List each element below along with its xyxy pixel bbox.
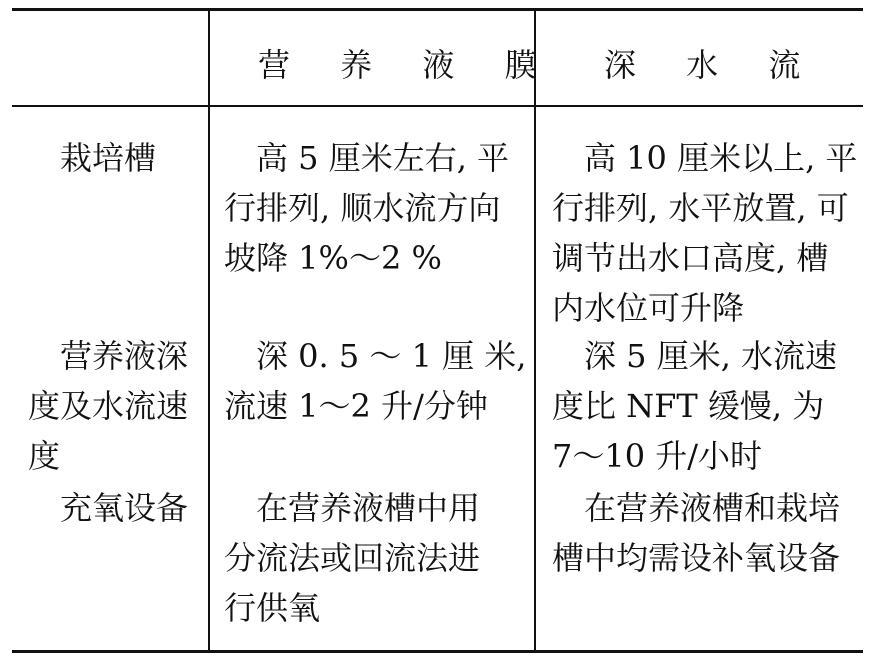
row-label-oxygenation <box>60 483 188 533</box>
cell-line: 坡降 1%～2 % <box>224 239 442 277</box>
cell-film-oxygenation <box>224 483 480 633</box>
row-label-depth-flow <box>28 331 188 481</box>
cell-line: 行排列, 水平放置, 可 <box>552 189 849 227</box>
cell-line: 调节出水口高度, 槽 <box>552 239 829 277</box>
column-divider-2 <box>534 10 536 651</box>
row-label-line: 充氧设备 <box>60 489 189 527</box>
cell-line: 流速 1～2 升/分钟 <box>224 387 488 425</box>
cell-deep-trough <box>552 133 857 333</box>
cell-film-depth-flow <box>224 331 526 431</box>
cell-film-trough <box>224 133 509 283</box>
cell-deep-oxygenation <box>552 483 840 583</box>
table-top-rule <box>12 8 863 11</box>
table-header-rule <box>12 105 863 107</box>
cell-line: 行供氧 <box>224 589 321 627</box>
cell-deep-depth-flow <box>552 331 837 481</box>
cell-line: 高 5 厘米左右, 平 <box>256 139 510 177</box>
cell-line: 行排列, 顺水流方向 <box>224 189 501 227</box>
row-label-line: 度及水流速 <box>28 387 189 425</box>
cell-line: 分流法或回流法进 <box>224 539 481 577</box>
cell-line: 深 5 厘米, 水流速 <box>584 337 838 375</box>
row-label-trough <box>60 133 156 183</box>
cell-line: 在营养液槽中用 <box>256 489 481 527</box>
row-label-line: 营养液深 <box>60 337 189 375</box>
cell-line: 槽中均需设补氧设备 <box>552 539 841 577</box>
cell-line: 7～10 升/小时 <box>552 437 763 475</box>
column-divider-1 <box>208 10 210 651</box>
table-bottom-rule <box>12 650 863 653</box>
cell-line: 在营养液槽和栽培 <box>584 489 841 527</box>
row-label-line: 栽培槽 <box>60 139 157 177</box>
header-deep-flow: 深 水 流 <box>604 46 821 84</box>
cell-line: 内水位可升降 <box>552 289 745 327</box>
cell-line: 度比 NFT 缓慢, 为 <box>552 387 825 425</box>
cell-line: 高 10 厘米以上, 平 <box>584 139 858 177</box>
header-nutrient-film: 营 养 液 膜 <box>258 46 557 84</box>
cell-line: 深 0. 5 ～ 1 厘 米, <box>256 337 527 375</box>
row-label-line: 度 <box>28 437 61 475</box>
